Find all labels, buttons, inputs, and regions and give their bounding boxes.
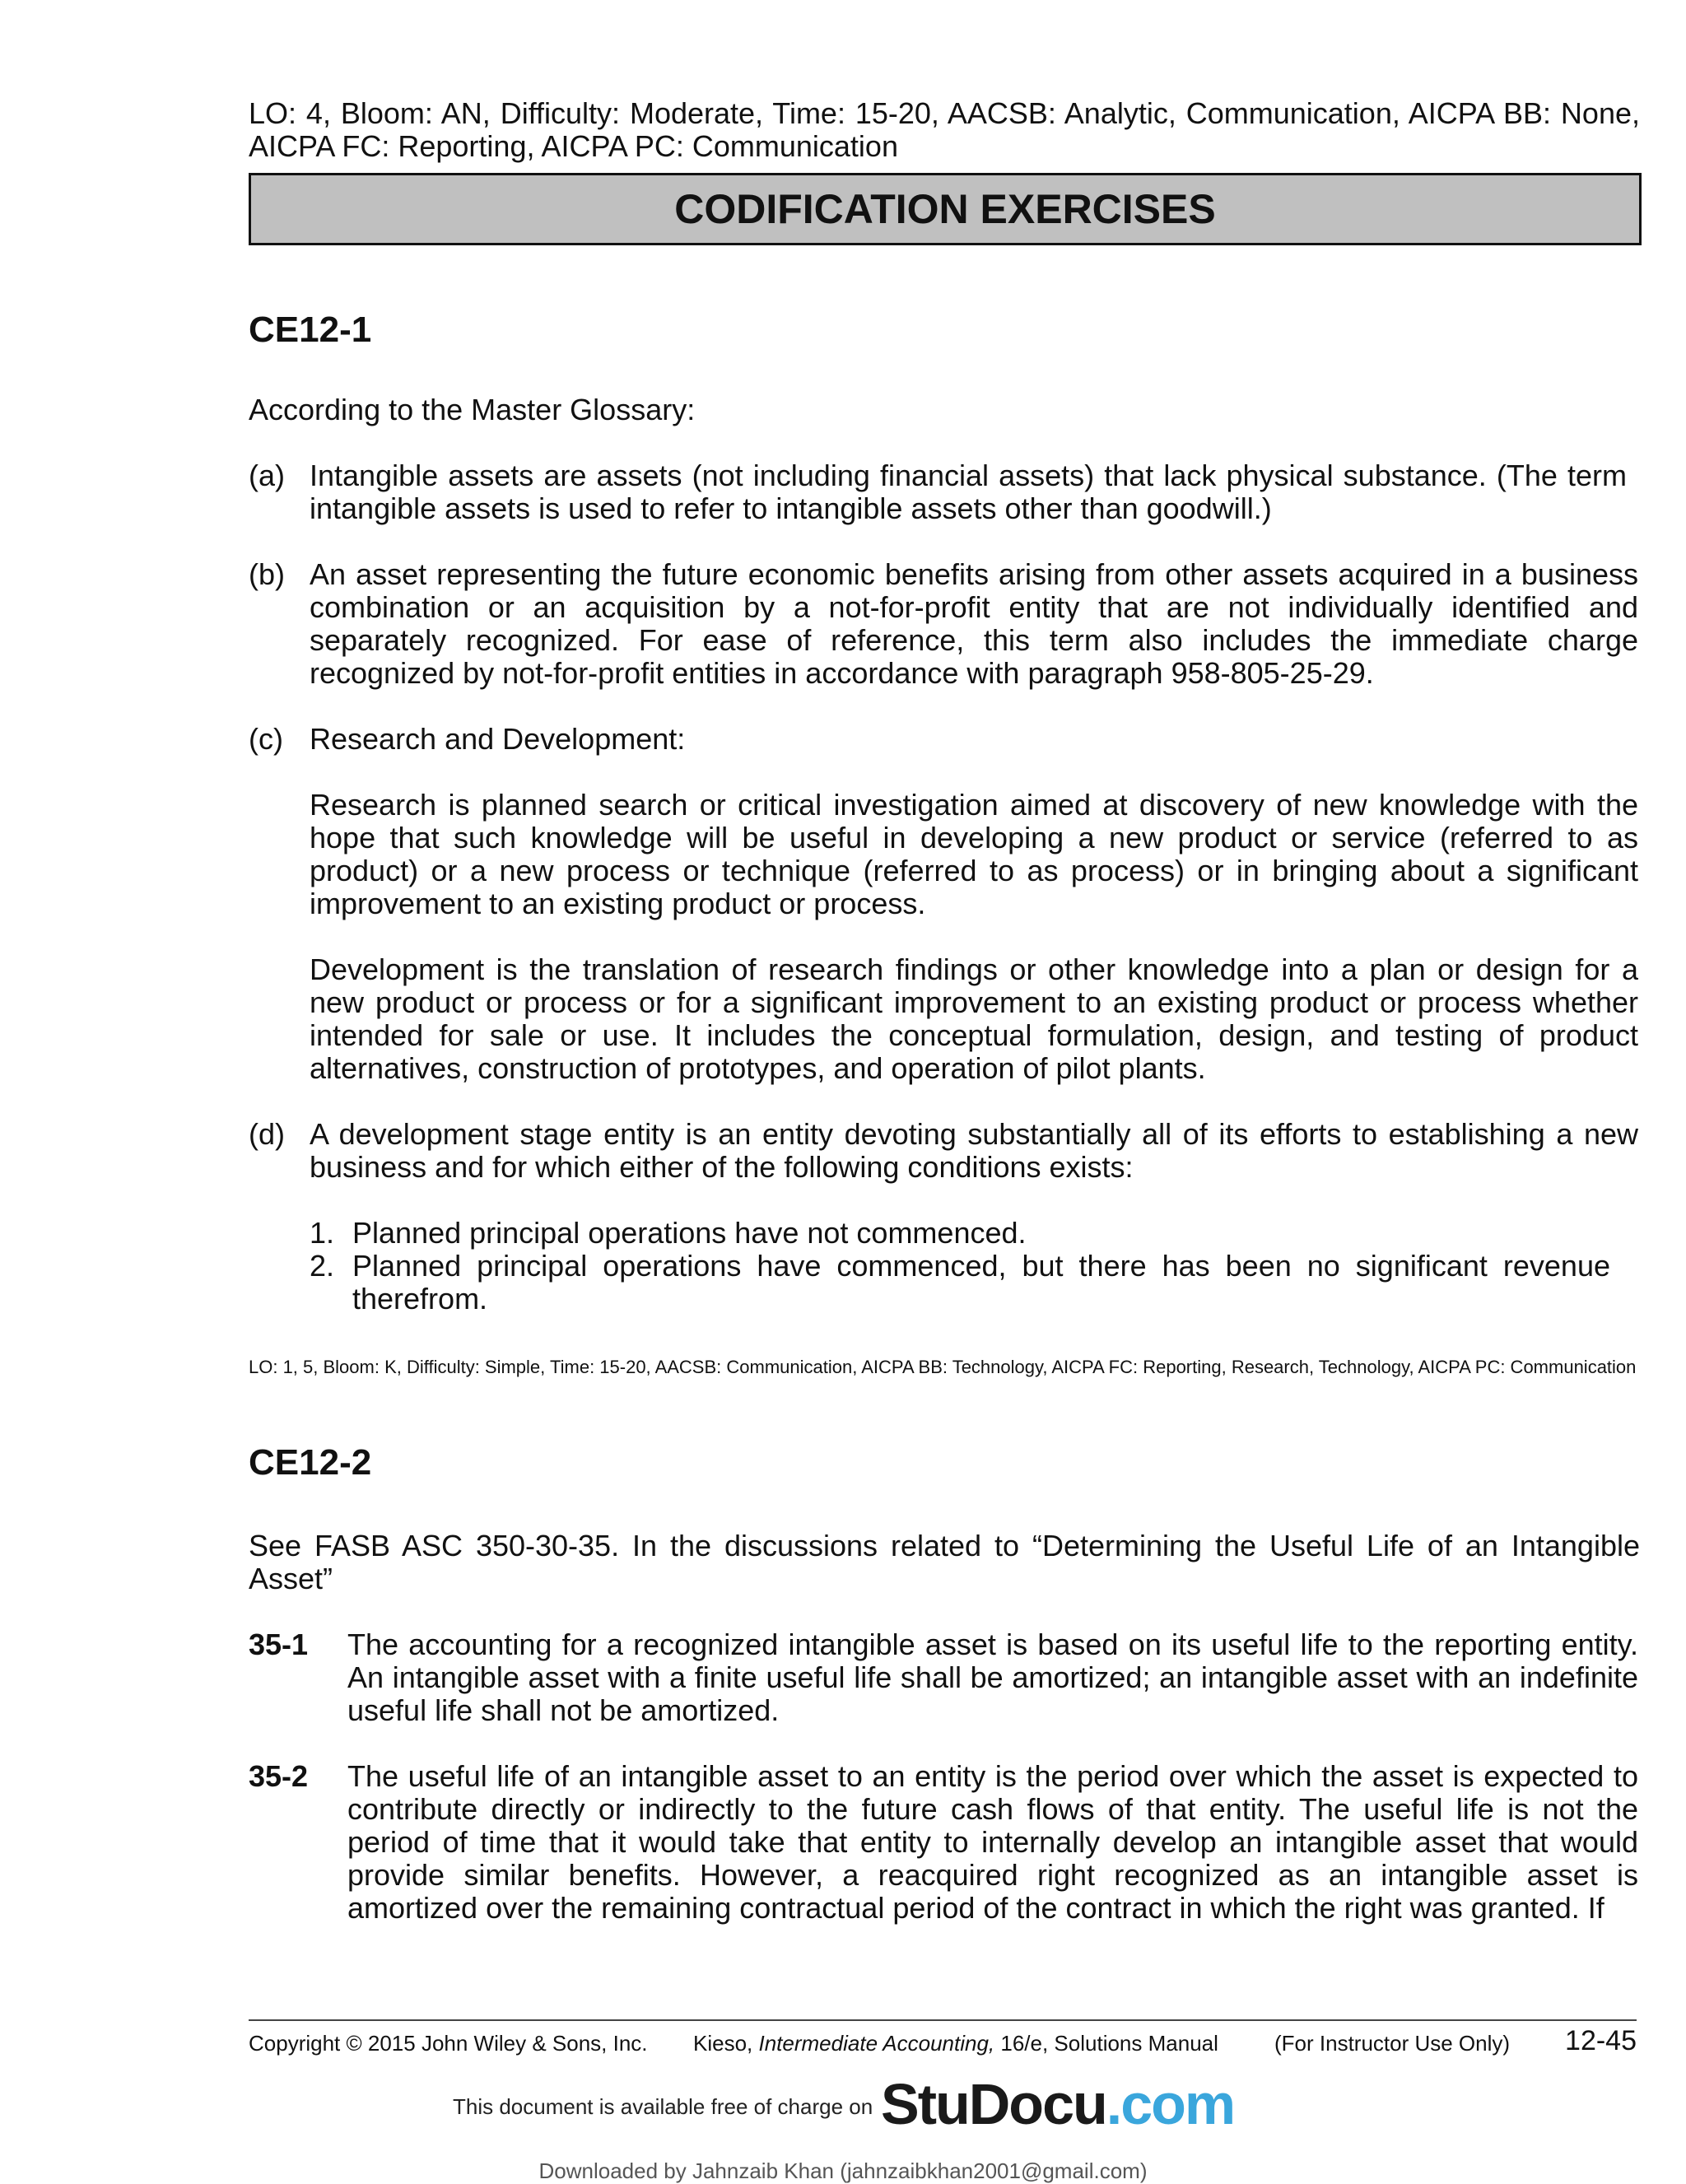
footer-book	[693, 2030, 1218, 2056]
paragraph-text: The accounting for a recognized intangible asset is based on its useful life to the reporting entity. An intangible asset with a finite useful life shall be amortized; an intangible asset with an indefinite useful life shall not be amortized.	[347, 1628, 1638, 1727]
footer-divider	[249, 2019, 1637, 2021]
item-label: (b)	[249, 557, 285, 591]
studocu-watermark[interactable]	[453, 2071, 1276, 2134]
paragraph-text: The useful life of an intangible asset to an entity is the period over which the asset is expected to contribute directly or indirectly to the future cash flows of that entity. The useful life is not the period of time that it would take that entity to internally develop an intangible asset that would provide similar benefits. However, a reacquired right recognized as an intangible asset is amortized over the remaining contractual period of the contract in which the right was granted. If	[347, 1759, 1638, 1925]
item-text: Intangible assets are assets (not including financial assets) that lack physical substance. (The term intangible assets is used to refer to intangible assets other than goodwill.)	[310, 459, 1627, 525]
section-banner: CODIFICATION EXERCISES	[249, 173, 1642, 245]
ce12-2-title: CE12-2	[249, 1442, 372, 1483]
research-definition: Research is planned search or critical investigation aimed at discovery of new knowledge with the hope that such knowledge will be useful in developing a new product or service (referred to as product) or a new process or technique (referred to as process) or in bringing about a significant improvement to an existing product or process.	[310, 788, 1638, 920]
condition-item: Planned principal operations have not commenced.	[352, 1216, 1027, 1250]
item-text: An asset representing the future economic benefits arising from other assets acquired in a business combination or an acquisition by a not-for-profit entity that are not individually identified and separately recognized. For ease of reference, this term also includes the immediate charge recognized by not-for-profit entities in accordance with paragraph 958-805-25-29.	[310, 557, 1638, 690]
page-number: 12-45	[1565, 2025, 1637, 2056]
ce12-1-meta: LO: 1, 5, Bloom: K, Difficulty: Simple, Time: 15-20, AACSB: Communication, AICPA BB: Technology, AICPA FC: Reporting, Research, Technology, AICPA PC: Communication	[249, 1357, 1637, 1377]
footer-book-title: Intermediate Accounting,	[758, 2031, 995, 2056]
footer-copyright: Copyright © 2015 John Wiley & Sons, Inc.	[249, 2031, 648, 2056]
studocu-logo[interactable]	[881, 2071, 1234, 2137]
ce12-2-intro: See FASB ASC 350-30-35. In the discussions related to “Determining the Useful Life of an Intangible Asset”	[249, 1529, 1640, 1595]
footer-book-edition: 16/e, Solutions Manual	[994, 2031, 1218, 2056]
item-text: A development stage entity is an entity devoting substantially all of its efforts to establishing a new business and for which either of the following conditions exists:	[310, 1117, 1638, 1184]
availability-text: This document is available free of charge on	[453, 2094, 873, 2119]
development-definition: Development is the translation of research findings or other knowledge into a plan or design for a new product or process or for a significant improvement to an existing product or process whether intended for sale or use. It includes the conceptual formulation, design, and testing of product alternatives, construction of prototypes, and operation of pilot plants.	[310, 952, 1638, 1085]
condition-number: 2.	[310, 1249, 335, 1283]
condition-number: 1.	[310, 1216, 335, 1250]
footer-book-author: Kieso,	[693, 2031, 759, 2056]
footer-instructor-note: (For Instructor Use Only)	[1274, 2031, 1511, 2056]
item-label: (c)	[249, 722, 283, 756]
item-label: (a)	[249, 459, 285, 492]
download-notice: Downloaded by Jahnzaib Khan (jahnzaibkhan2001@gmail.com)	[538, 2158, 1148, 2183]
item-label: (d)	[249, 1117, 285, 1151]
logo-suffix: .com	[1106, 2072, 1235, 2136]
paragraph-number: 35-2	[249, 1759, 309, 1793]
ce12-1-intro: According to the Master Glossary:	[249, 393, 696, 426]
header-meta: LO: 4, Bloom: AN, Difficulty: Moderate, Time: 15-20, AACSB: Analytic, Communication, AICPA BB: None, AICPA FC: Reporting, AICPA PC: Communication	[249, 96, 1640, 163]
condition-item: Planned principal operations have commenced, but there has been no significant revenue therefrom.	[352, 1249, 1610, 1316]
item-text: Research and Development:	[310, 722, 686, 756]
logo-main: StuDocu	[881, 2072, 1106, 2136]
ce12-1-title: CE12-1	[249, 310, 372, 350]
paragraph-number: 35-1	[249, 1628, 309, 1661]
